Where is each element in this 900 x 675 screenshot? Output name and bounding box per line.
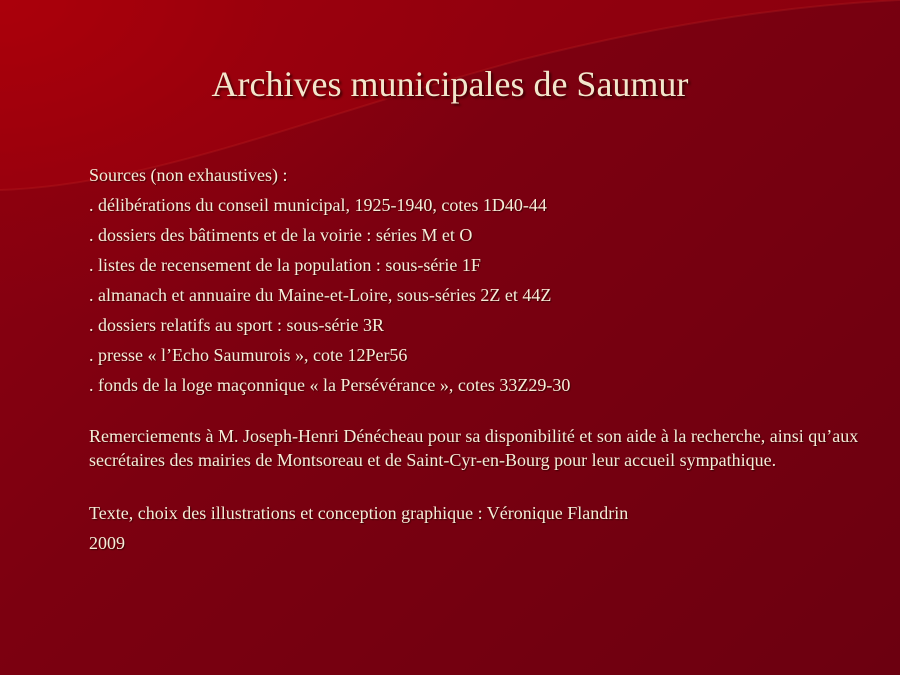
credits-block bbox=[89, 498, 869, 558]
credits-line: Texte, choix des illustrations et conception graphique : Véronique Flandrin bbox=[89, 503, 629, 523]
sources-list bbox=[89, 190, 869, 400]
slide-content bbox=[89, 160, 869, 558]
acknowledgements: Remerciements à M. Joseph-Henri Dénécheau pour sa disponibilité et son aide à la recherche, ainsi qu’aux secrétaires des mairies de Montsoreau et de Saint-Cyr-en-Bourg pour leur accueil sympathique. bbox=[89, 426, 859, 470]
source-item: . presse « l’Echo Saumurois », cote 12Per56 bbox=[89, 345, 408, 365]
source-item: . listes de recensement de la population : sous-série 1F bbox=[89, 255, 481, 275]
source-item: . dossiers relatifs au sport : sous-série 3R bbox=[89, 315, 384, 335]
sources-heading: Sources (non exhaustives) : bbox=[89, 165, 288, 185]
source-item: . fonds de la loge maçonnique « la Persévérance », cotes 33Z29-30 bbox=[89, 375, 571, 395]
source-item: . délibérations du conseil municipal, 1925-1940, cotes 1D40-44 bbox=[89, 195, 547, 215]
year: 2009 bbox=[89, 533, 125, 553]
source-item: . almanach et annuaire du Maine-et-Loire, sous-séries 2Z et 44Z bbox=[89, 285, 552, 305]
source-item: . dossiers des bâtiments et de la voirie : séries M et O bbox=[89, 225, 473, 245]
slide-title: Archives municipales de Saumur bbox=[211, 64, 689, 104]
